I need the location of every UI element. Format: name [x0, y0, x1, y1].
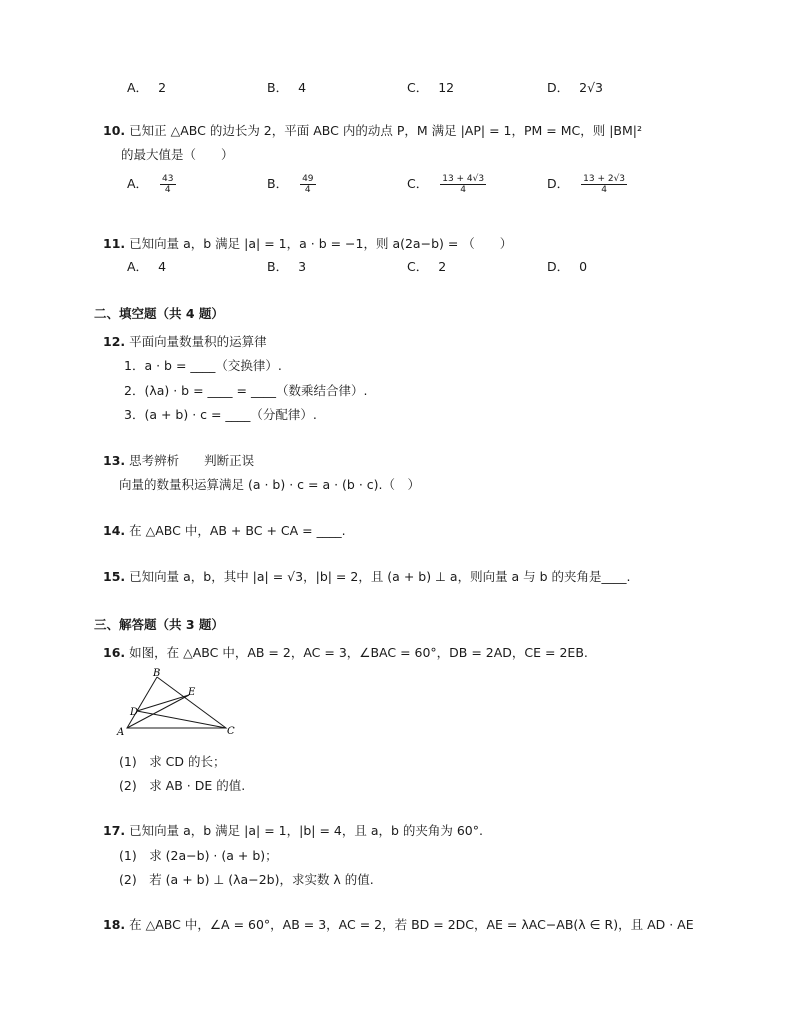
q16-stem: 16. 如图，在 △ABC 中，AB = 2，AC = 3，∠BAC = 60°，DB = 2AD，CE = 2EB.	[103, 645, 588, 660]
label-e: E	[188, 687, 196, 698]
q11-option-d: D． 0	[547, 259, 588, 274]
q10-option-b: B． $\frac{49}{4}$	[267, 174, 314, 195]
q10-option-d: D． $\frac{13 + 2√3}{4}$	[547, 174, 626, 195]
triangle-figure	[115, 665, 245, 740]
q17-sub-1: (1) 求 (2a−b) · (a + b)；	[119, 848, 278, 863]
fraction: $\frac{43}{4}$	[162, 174, 174, 195]
section-heading-answer: 三、解答题（共 3 题）	[94, 617, 224, 632]
label-a: A	[117, 727, 125, 738]
q17-sub-2: (2) 若 (a + b) ⊥ (λa−2b)，求实数 λ 的值.	[119, 872, 374, 887]
fraction: $\frac{49}{4}$	[302, 174, 314, 195]
q16-sub-2: (2) 求 AB · DE 的值.	[119, 778, 246, 793]
q14-stem: 14. 在 △ABC 中，AB + BC + CA = ____.	[103, 523, 346, 538]
label-c: C	[227, 726, 235, 737]
q11-option-a: A． 4	[127, 259, 167, 274]
fraction: $\frac{13 + 2√3}{4}$	[583, 174, 626, 195]
q12-item-3: 3．(a + b) · c = ____（分配律）.	[124, 407, 317, 422]
segment-cd	[137, 711, 226, 728]
q12-item-1: 1．a · b = ____（交换律）.	[124, 358, 282, 373]
q11-option-b: B． 3	[267, 259, 307, 274]
label-d: D	[130, 707, 139, 718]
q17-stem: 17. 已知向量 a，b 满足 |a| = 1，|b| = 4，且 a，b 的夹角为 60°.	[103, 823, 483, 838]
q16-sub-1: (1) 求 CD 的长；	[119, 754, 226, 769]
q10-option-a: A． $\frac{43}{4}$	[127, 174, 174, 195]
label-b: B	[153, 668, 161, 679]
q10-option-c: C． $\frac{13 + 4√3}{4}$	[407, 174, 485, 195]
q12-item-2: 2．(λa) · b = ____ = ____（数乘结合律）.	[124, 383, 368, 398]
q15-stem: 15. 已知向量 a，b，其中 |a| = √3，|b| = 2，且 (a + b) ⊥ a，则向量 a 与 b 的夹角是____.	[103, 569, 631, 584]
q11-option-c: C． 2	[407, 259, 447, 274]
q11-stem: 11. 已知向量 a，b 满足 |a| = 1，a · b = −1，则 a(2a−b) = （ ）	[103, 236, 513, 251]
q12-stem: 12. 平面向量数量积的运算律	[103, 334, 267, 349]
q9-option-d: D． 2√3	[547, 80, 604, 95]
q10-stem: 10. 已知正 △ABC 的边长为 2，平面 ABC 内的动点 P，M 满足 |AP| = 1，PM = MC，则 |BM|²	[103, 123, 642, 138]
q18-stem: 18. 在 △ABC 中，∠A = 60°，AB = 3，AC = 2，若 BD = 2DC，AE = λAC−AB(λ ∈ R)，且 AD · AE	[103, 917, 694, 932]
q10-stem-line2: 的最大值是（ ）	[121, 147, 234, 162]
q13-stem: 13. 思考辨析 判断正误	[103, 453, 255, 468]
q9-option-b: B． 4	[267, 80, 307, 95]
q13-text: 向量的数量积运算满足 (a · b) · c = a · (b · c).（ ）	[119, 477, 420, 492]
fraction: $\frac{13 + 4√3}{4}$	[442, 174, 485, 195]
section-heading-fill-in: 二、填空题（共 4 题）	[94, 306, 224, 321]
q9-option-a: A． 2	[127, 80, 167, 95]
q9-option-c: C． 12	[407, 80, 455, 95]
